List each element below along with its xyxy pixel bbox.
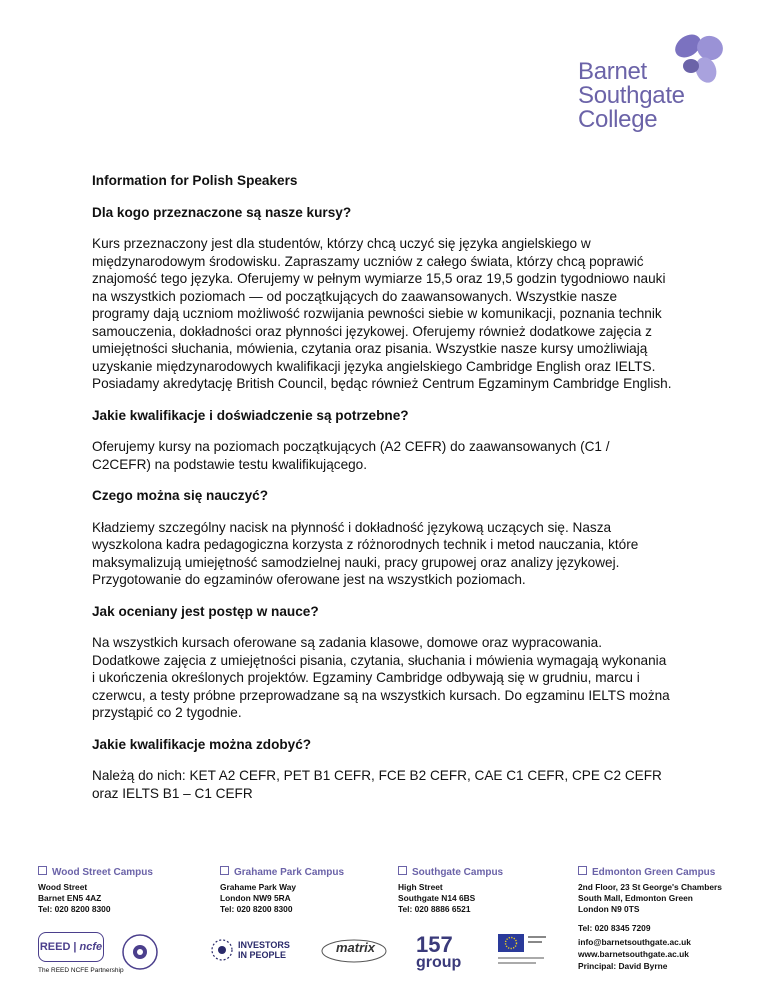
campus-phone: Tel: 020 8200 8300	[220, 904, 293, 914]
reed-label: REED	[39, 940, 71, 953]
section-answer: Oferujemy kursy na poziomach początkujących (A2 CEFR) do zaawansowanych (C1 / C2CEFR) na podstawie testu kwalifikującego.	[92, 439, 610, 472]
campus-name: Grahame Park Campus	[234, 867, 345, 878]
campus-phone: Tel: 020 8345 7209	[578, 923, 651, 933]
campus-edmonton-green	[578, 866, 748, 915]
section-question: Jak oceniany jest postęp w nauce?	[92, 603, 319, 619]
investors-line-1: INVESTORS	[238, 940, 290, 950]
section-answer: Na wszystkich kursach oferowane są zadania klasowe, domowe oraz wypracowania. Dodatkowe zajęcia z umiejętności pisania, czytania, słuchania i mówienia wymagają wykonania i ukończenia określonych projektów. Egzaminy Cambridge odbywają się w grudniu, marcu i czerwcu, a testy próbne przeprowadzane są na wszystkich kursach. Do egzaminu IELTS można przystąpić co 2 tygodnie.	[92, 635, 670, 720]
document-title: Information for Polish Speakers	[92, 173, 298, 188]
section-answer: Należą do nich: KET A2 CEFR, PET B1 CEFR, FCE B2 CEFR, CAE C1 CEFR, CPE C2 CEFR oraz IELTS B1 – C1 CEFR	[92, 768, 662, 801]
checkbox-icon	[38, 866, 47, 875]
footer	[38, 866, 738, 986]
group-number: 157	[416, 932, 453, 957]
campus-address-line: Barnet EN5 4AZ	[38, 893, 102, 903]
campus-address-line: Southgate N14 6BS	[398, 893, 476, 903]
reed-caption: The REED NCFE Partnership	[38, 967, 124, 974]
campus-address-line: 2nd Floor, 23 St George's Chambers	[578, 882, 722, 892]
section-question: Dla kogo przeznaczone są nasze kursy?	[92, 204, 352, 220]
partner-logos	[38, 932, 558, 986]
ncfe-label: ncfe	[79, 940, 103, 953]
logo-line-2: Southgate	[578, 82, 685, 109]
campus-phone: Tel: 020 8886 6521	[398, 904, 471, 914]
campus-phone: Tel: 020 8200 8300	[38, 904, 111, 914]
eu-social-fund-logo	[498, 934, 548, 969]
campus-name: Edmonton Green Campus	[592, 867, 716, 878]
campus-address-line: High Street	[398, 882, 443, 892]
college-logo	[578, 30, 728, 140]
campus-southgate	[398, 866, 568, 915]
logo-line-3: College	[578, 106, 658, 133]
eu-flag-icon	[498, 934, 548, 966]
investors-star-icon	[210, 938, 234, 962]
reed-ncfe-logo: REED | ncfe The REED NCFE Partnership	[38, 932, 124, 976]
section-question: Czego można się nauczyć?	[92, 488, 269, 503]
principal-name: Principal: David Byrne	[578, 961, 668, 971]
document-body	[92, 172, 672, 816]
group-word: group	[416, 954, 462, 971]
section-question: Jakie kwalifikacje i doświadczenie są potrzebne?	[92, 407, 409, 423]
matrix-label: matrix	[336, 940, 376, 955]
section-answer: Kurs przeznaczony jest dla studentów, którzy chcą uczyć się języka angielskiego w międzynarodowym środowisku. Zapraszamy uczniów z całego świata, którzy chcą poprawić znajomość tego języka. Oferujemy w pełnym wymiarze 15,5 oraz 19,5 godzin tygodniowo nauki na wszystkich poziomach — od początkujących do zaawansowanych. Wszystkie nasze programy dają uczniom możliwość rozwijania pewności siebie w komunikacji, poznania technik samouczenia, dokładności oraz płynności językowej. Oferujemy również dodatkowe zajęcia z umiejętności słuchania, mówienia, czytania oraz pisania. Wszystkie nasze kursy umożliwiają uzyskanie międzynarodowych kwalifikacji języka angielskiego Cambridge English oraz IELTS. Posiadamy akredytację British Council, będąc również Centrum Egzaminym Cambridge English.	[92, 236, 672, 391]
website-link[interactable]: www.barnetsouthgate.ac.uk	[578, 949, 689, 959]
checkbox-icon	[398, 866, 407, 875]
157-group-logo	[416, 934, 461, 970]
checkbox-icon	[578, 866, 587, 875]
campus-address-line: London NW9 5RA	[220, 893, 291, 903]
campus-address-line: Wood Street	[38, 882, 88, 892]
campus-wood-street	[38, 866, 208, 915]
positive-about-disabled-logo	[118, 932, 162, 975]
section-answer: Kładziemy szczególny nacisk na płynność i dokładność językową uczących się. Nasza wyszkolona kadra pedagogiczna korzysta z różnorodnych technik i metod nauczania, które maksymalizują umiejętność samodzielnej nauki, pracy grupowej oraz analizy językowej. Przygotowanie do egzaminów oferowane jest na wszystkich poziomach.	[92, 519, 639, 587]
campus-grahame-park	[220, 866, 390, 915]
disability-badge-icon	[118, 932, 162, 972]
campus-name: Southgate Campus	[412, 867, 504, 878]
campus-address-line: London N9 0TS	[578, 904, 640, 914]
contact-info	[578, 923, 691, 972]
investors-in-people-logo	[210, 938, 290, 962]
campus-name: Wood Street Campus	[52, 867, 153, 878]
campus-address-line: Grahame Park Way	[220, 882, 297, 892]
email-link[interactable]: info@barnetsouthgate.ac.uk	[578, 937, 691, 947]
checkbox-icon	[220, 866, 229, 875]
campus-address-line: South Mall, Edmonton Green	[578, 893, 693, 903]
logo-line-1: Barnet	[578, 58, 647, 85]
investors-line-2: IN PEOPLE	[238, 950, 287, 960]
matrix-logo	[320, 936, 388, 969]
section-question: Jakie kwalifikacje można zdobyć?	[92, 736, 312, 752]
